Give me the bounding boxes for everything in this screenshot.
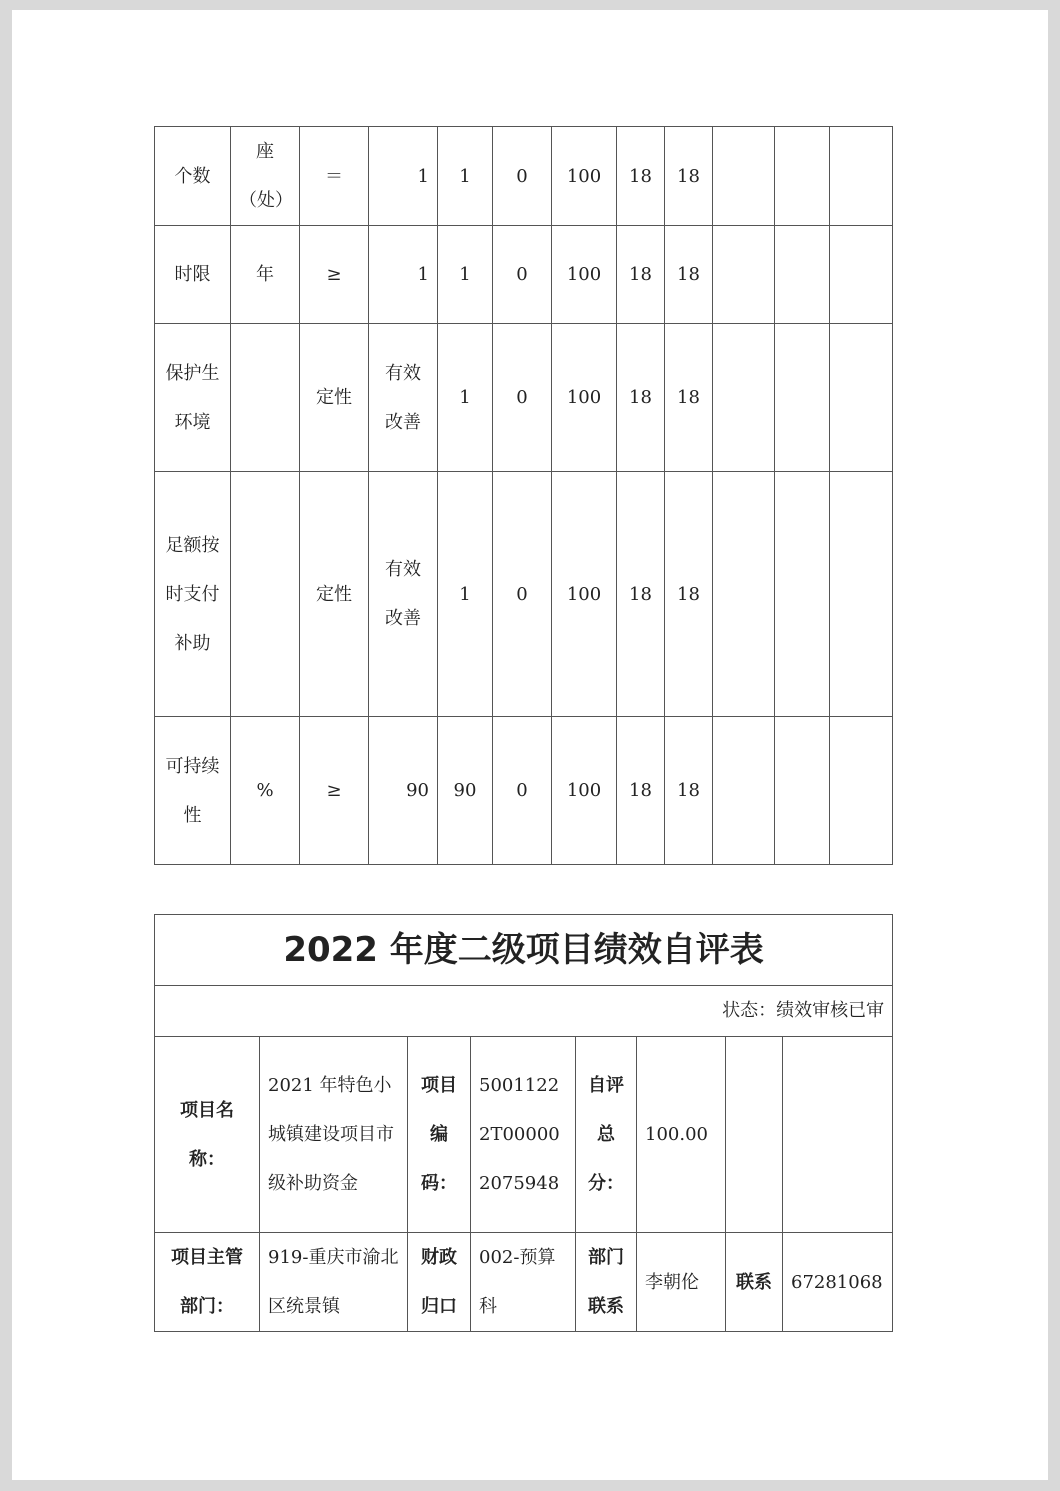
indicator-target: 有效改善 [369,324,438,472]
indicator-score: 18 [617,717,665,865]
indicator-unit: % [231,717,300,865]
empty-cell [775,324,830,472]
indicator-name: 可持续性 [155,717,231,865]
indicator-rate: 100 [552,324,617,472]
table-row [155,324,893,472]
dept-row [155,1233,893,1332]
empty-cell [830,472,893,717]
empty-cell [713,472,775,717]
phone-number: 67281068 [783,1233,893,1332]
indicator-rate: 100 [552,717,617,865]
indicator-name: 个数 [155,127,231,226]
indicator-value: 0 [493,472,552,717]
table-row [155,717,893,865]
status-row [155,986,893,1037]
table-row [155,226,893,324]
indicator-target: 1 [369,226,438,324]
finance-value: 002-预算科 [471,1233,576,1332]
indicator-name: 足额按时支付补助 [155,472,231,717]
indicator-self-score: 18 [665,226,713,324]
title-row [155,915,893,986]
indicator-target: 有效改善 [369,472,438,717]
table-row [155,127,893,226]
empty-cell [830,226,893,324]
indicator-target: 1 [369,127,438,226]
empty-cell [775,127,830,226]
indicator-weight: 1 [438,226,493,324]
project-code-label: 项目编码： [408,1037,471,1233]
empty-cell [713,324,775,472]
indicator-unit: 年 [231,226,300,324]
indicator-rate: 100 [552,472,617,717]
indicator-weight: 1 [438,324,493,472]
contact-name: 李朝伦 [637,1233,726,1332]
empty-cell [775,717,830,865]
indicator-value: 0 [493,324,552,472]
indicator-unit [231,472,300,717]
indicator-self-score: 18 [665,324,713,472]
empty-cell [775,472,830,717]
project-name-label: 项目名称： [155,1037,260,1233]
indicator-operator: ≥ [300,226,369,324]
indicator-score: 18 [617,472,665,717]
indicator-name: 保护生环境 [155,324,231,472]
empty-cell [713,226,775,324]
project-code: 50011222T000002075948 [471,1037,576,1233]
indicator-operator: 定性 [300,324,369,472]
status-text: 状态：绩效审核已审 [155,986,893,1037]
dept-name: 919-重庆市渝北区统景镇 [260,1233,408,1332]
self-evaluation-form [154,914,893,1332]
empty-cell [830,717,893,865]
phone-label: 联系 [726,1233,783,1332]
project-row [155,1037,893,1233]
indicator-self-score: 18 [665,717,713,865]
indicator-rate: 100 [552,226,617,324]
indicator-weight: 90 [438,717,493,865]
indicator-weight: 1 [438,472,493,717]
indicator-rate: 100 [552,127,617,226]
contact-label: 部门联系 [576,1233,637,1332]
empty-cell [783,1037,893,1233]
indicator-table [154,126,893,865]
indicator-target: 90 [369,717,438,865]
indicator-unit [231,324,300,472]
empty-cell [713,127,775,226]
indicator-value: 0 [493,127,552,226]
empty-cell [830,127,893,226]
self-score-label: 自评总分： [576,1037,637,1233]
indicator-value: 0 [493,717,552,865]
empty-cell [726,1037,783,1233]
dept-label: 项目主管部门： [155,1233,260,1332]
indicator-self-score: 18 [665,472,713,717]
empty-cell [830,324,893,472]
empty-cell [775,226,830,324]
self-score: 100.00 [637,1037,726,1233]
indicator-score: 18 [617,127,665,226]
empty-cell [713,717,775,865]
indicator-score: 18 [617,324,665,472]
indicator-operator: 定性 [300,472,369,717]
indicator-name: 时限 [155,226,231,324]
indicator-weight: 1 [438,127,493,226]
project-name: 2021 年特色小城镇建设项目市级补助资金 [260,1037,408,1233]
indicator-score: 18 [617,226,665,324]
indicator-self-score: 18 [665,127,713,226]
form-title: 2022 年度二级项目绩效自评表 [155,915,893,986]
indicator-operator: ＝ [300,127,369,226]
table-row [155,472,893,717]
indicator-unit: 座（处） [231,127,300,226]
indicator-value: 0 [493,226,552,324]
finance-label: 财政归口 [408,1233,471,1332]
indicator-operator: ≥ [300,717,369,865]
